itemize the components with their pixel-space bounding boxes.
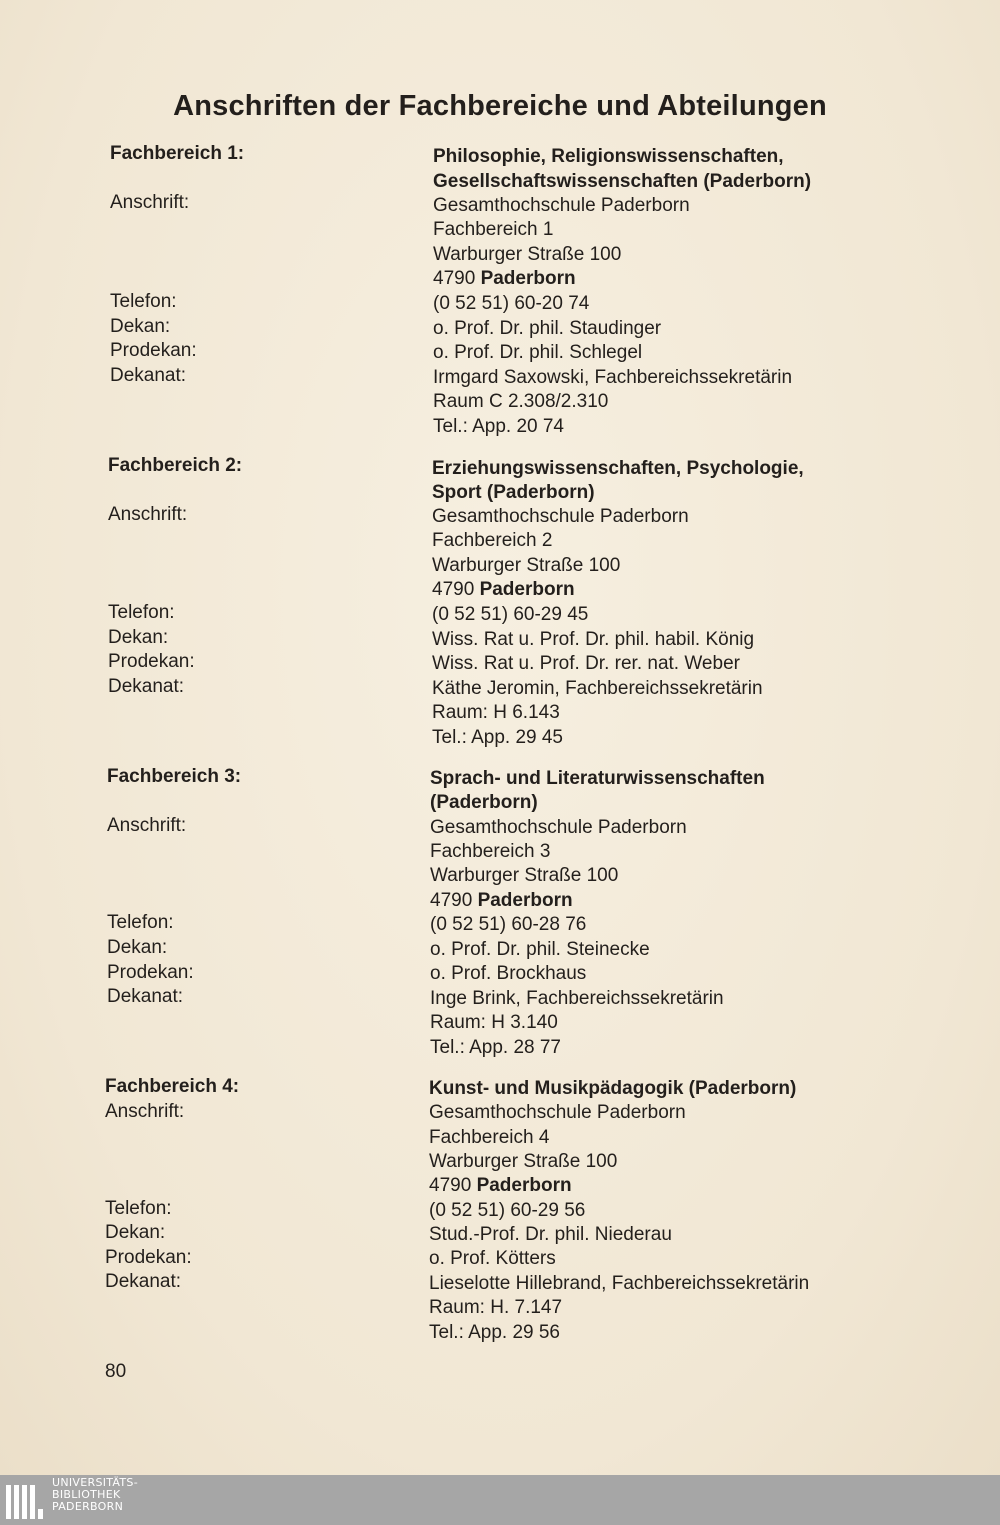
phone-label: Telefon: <box>108 602 175 623</box>
address-line: Warburger Straße 100 <box>430 865 619 886</box>
section-heading: Fachbereich 4: <box>105 1076 240 1097</box>
vice-dean-value: Wiss. Rat u. Prof. Dr. rer. nat. Weber <box>432 653 740 674</box>
phone-value: (0 52 51) 60-20 74 <box>433 293 590 314</box>
office-line: Raum: H. 7.147 <box>429 1297 563 1318</box>
office-line: Lieselotte Hillebrand, Fachbereichssekretärin <box>429 1273 810 1294</box>
phone-value: (0 52 51) 60-29 45 <box>432 604 589 625</box>
section-heading: Fachbereich 1: <box>110 143 245 164</box>
address-line: Warburger Straße 100 <box>429 1151 618 1172</box>
postcode-city <box>430 890 573 912</box>
address-line: Fachbereich 2 <box>432 530 553 551</box>
section-heading: Fachbereich 2: <box>108 455 243 476</box>
postcode: 4790 <box>432 579 475 600</box>
dean-label: Dekan: <box>105 1222 166 1243</box>
city: Paderborn <box>476 1175 572 1196</box>
dean-value: Wiss. Rat u. Prof. Dr. phil. habil. König <box>432 629 755 650</box>
dean-value: o. Prof. Dr. phil. Steinecke <box>430 939 650 960</box>
address-label: Anschrift: <box>110 192 190 213</box>
office-line: Käthe Jeromin, Fachbereichssekretärin <box>432 678 763 699</box>
section-name-line: Philosophie, Religionswissenschaften, <box>433 146 784 167</box>
vice-dean-label: Prodekan: <box>105 1247 192 1268</box>
postcode-city <box>429 1175 572 1197</box>
postcode: 4790 <box>433 268 476 289</box>
section-name-line: Sprach- und Literaturwissenschaften <box>430 768 765 789</box>
office-label: Dekanat: <box>110 365 187 386</box>
vice-dean-value: o. Prof. Kötters <box>429 1248 556 1269</box>
phone-value: (0 52 51) 60-28 76 <box>430 914 587 935</box>
phone-label: Telefon: <box>110 291 177 312</box>
city: Paderborn <box>479 579 575 600</box>
address-line: Fachbereich 1 <box>433 219 554 240</box>
address-line: Gesamthochschule Paderborn <box>429 1102 686 1123</box>
dean-label: Dekan: <box>108 627 169 648</box>
address-line: Fachbereich 3 <box>430 841 551 862</box>
section-name-line: Kunst- und Musikpädagogik (Paderborn) <box>429 1078 797 1099</box>
postcode-city <box>433 268 576 290</box>
office-line: Irmgard Saxowski, Fachbereichssekretärin <box>433 367 793 388</box>
office-line: Inge Brink, Fachbereichssekretärin <box>430 988 724 1009</box>
city: Paderborn <box>477 890 573 911</box>
page-title: Anschriften der Fachbereiche und Abteilungen <box>173 90 827 122</box>
logo-line: UNIVERSITÄTS- <box>52 1476 138 1489</box>
office-label: Dekanat: <box>105 1271 182 1292</box>
page-number: 80 <box>105 1361 127 1382</box>
vice-dean-value: o. Prof. Dr. phil. Schlegel <box>433 342 643 363</box>
dean-value: Stud.-Prof. Dr. phil. Niederau <box>429 1224 672 1245</box>
section-heading: Fachbereich 3: <box>107 766 242 787</box>
address-line: Gesamthochschule Paderborn <box>432 506 689 527</box>
section-name-line: (Paderborn) <box>430 792 538 813</box>
library-logo-text <box>52 1477 138 1513</box>
vice-dean-label: Prodekan: <box>107 962 194 983</box>
address-line: Warburger Straße 100 <box>432 555 621 576</box>
library-footer-bar <box>0 1475 1000 1525</box>
section-name-line: Erziehungswissenschaften, Psychologie, <box>432 458 804 479</box>
phone-value: (0 52 51) 60-29 56 <box>429 1200 586 1221</box>
office-line: Raum: H 6.143 <box>432 702 560 723</box>
library-logo-icon <box>6 1477 46 1523</box>
logo-line: BIBLIOTHEK <box>52 1488 121 1501</box>
dean-value: o. Prof. Dr. phil. Staudinger <box>433 318 662 339</box>
address-label: Anschrift: <box>105 1101 185 1122</box>
address-line: Gesamthochschule Paderborn <box>433 195 690 216</box>
address-line: Warburger Straße 100 <box>433 244 622 265</box>
address-line: Gesamthochschule Paderborn <box>430 817 687 838</box>
postcode-city <box>432 579 575 601</box>
dean-label: Dekan: <box>107 937 168 958</box>
office-label: Dekanat: <box>108 676 185 697</box>
phone-label: Telefon: <box>107 912 174 933</box>
address-label: Anschrift: <box>107 815 187 836</box>
postcode: 4790 <box>430 890 473 911</box>
section-name-line: Sport (Paderborn) <box>432 482 595 503</box>
office-line: Tel.: App. 29 45 <box>432 727 563 748</box>
logo-line: PADERBORN <box>52 1500 124 1513</box>
office-line: Raum C 2.308/2.310 <box>433 391 609 412</box>
vice-dean-label: Prodekan: <box>110 340 197 361</box>
city: Paderborn <box>480 268 576 289</box>
vice-dean-label: Prodekan: <box>108 651 195 672</box>
section-name-line: Gesellschaftswissenschaften (Paderborn) <box>433 171 812 192</box>
office-line: Raum: H 3.140 <box>430 1012 558 1033</box>
postcode: 4790 <box>429 1175 472 1196</box>
office-line: Tel.: App. 29 56 <box>429 1322 560 1343</box>
dean-label: Dekan: <box>110 316 171 337</box>
office-line: Tel.: App. 20 74 <box>433 416 564 437</box>
phone-label: Telefon: <box>105 1198 172 1219</box>
vice-dean-value: o. Prof. Brockhaus <box>430 963 587 984</box>
office-label: Dekanat: <box>107 986 184 1007</box>
office-line: Tel.: App. 28 77 <box>430 1037 561 1058</box>
address-line: Fachbereich 4 <box>429 1127 550 1148</box>
address-label: Anschrift: <box>108 504 188 525</box>
